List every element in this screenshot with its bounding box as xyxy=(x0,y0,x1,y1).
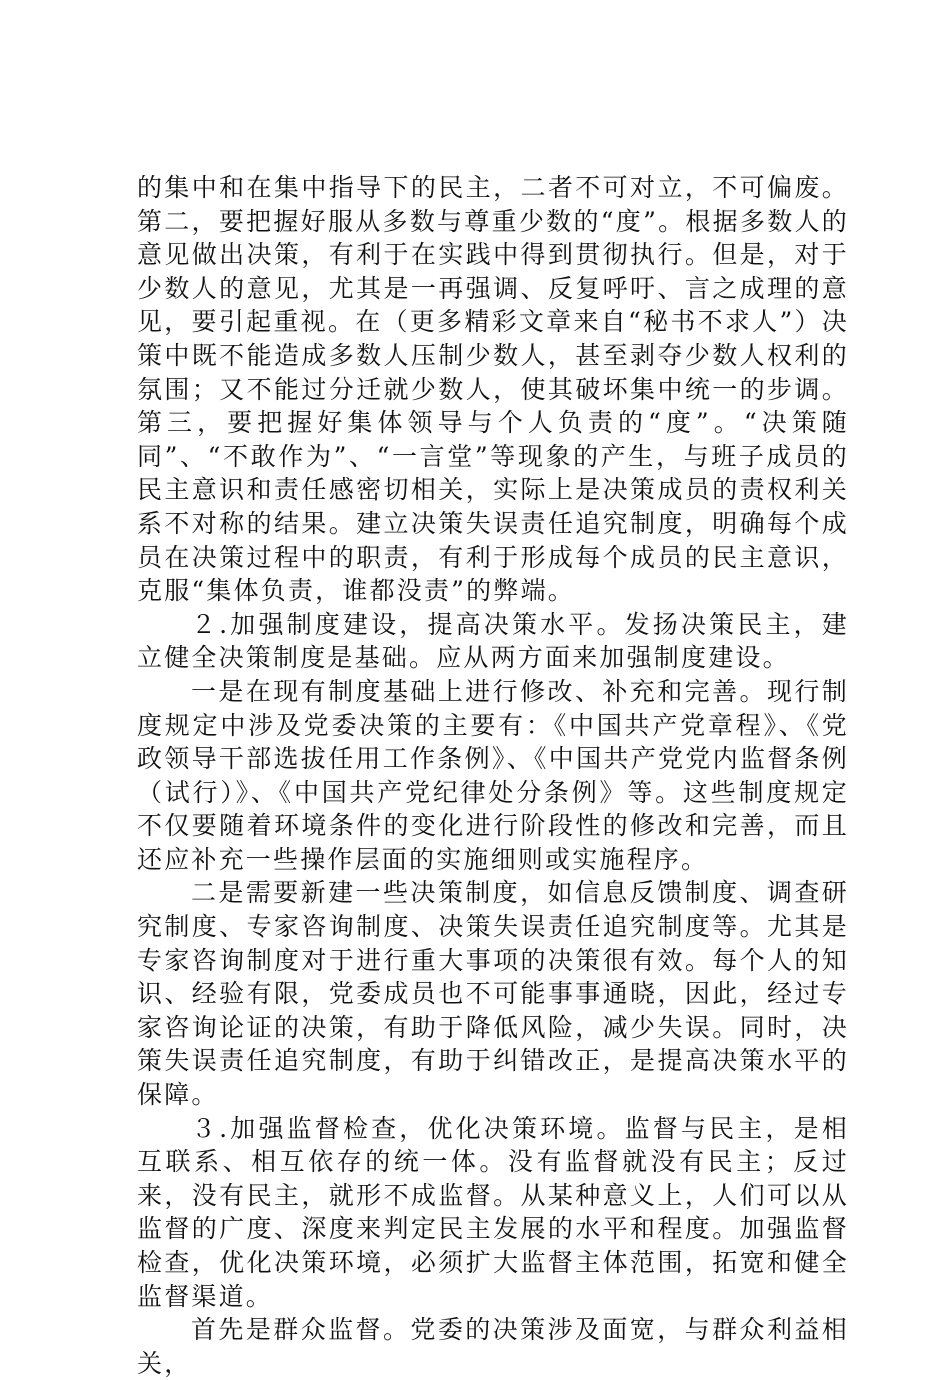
paragraph-point-two: 二是需要新建一些决策制度，如信息反馈制度、调查研究制度、专家咨询制度、决策失误责任追究制度等。尤其是专家咨询制度对于进行重大事项的决策很有效。每个人的知识、经验有限，党委成员也不可能事事通晓，因此，经过专家咨询论证的决策，有助于降低风险，减少失误。同时，决策失误责任追究制度，有助于纠错改正，是提高决策水平的保障。 xyxy=(137,878,849,1110)
paragraph-point-one: 一是在现有制度基础上进行修改、补充和完善。现行制度规定中涉及党委决策的主要有：《中国共产党章程》、《党政领导干部选拔任用工作条例》、《中国共产党党内监督条例（试行）》、《中国共产党纪律处分条例》等。这些制度规定不仅要随着环境条件的变化进行阶段性的修改和完善，而且还应补充一些操作层面的实施细则或实施程序。 xyxy=(137,676,849,874)
paragraph-section-3-heading: ３.加强监督检查，优化决策环境。监督与民主，是相互联系、相互依存的统一体。没有监督就没有民主；反过来，没有民主，就形不成监督。从某种意义上，人们可以从监督的广度、深度来判定民主发展的水平和程度。加强监督检查，优化决策环境，必须扩大监督主体范围，拓宽和健全监督渠道。 xyxy=(137,1113,849,1311)
document-body xyxy=(137,171,849,1380)
paragraph-continuation: 的集中和在集中指导下的民主，二者不可对立，不可偏废。第二，要把握好服从多数与尊重少数的“度”。根据多数人的意见做出决策，有利于在实践中得到贯彻执行。但是，对于少数人的意见，尤其是一再强调、反复呼吁、言之成理的意见，要引起重视。在（更多精彩文章来自“秘书不求人”）决策中既不能造成多数人压制少数人，甚至剥夺少数人权利的氛围；又不能过分迁就少数人，使其破坏集中统一的步调。第三，要把握好集体领导与个人负责的“度”。“决策随同”、“不敢作为”、“一言堂”等现象的产生，与班子成员的民主意识和责任感密切相关，实际上是决策成员的责权利关系不对称的结果。建立决策失误责任追究制度，明确每个成员在决策过程中的职责，有利于形成每个成员的民主意识，克服“集体负责，谁都没责”的弊端。 xyxy=(137,173,849,606)
paragraph-section-2-heading: ２.加强制度建设，提高决策水平。发扬决策民主，建立健全决策制度是基础。应从两方面来加强制度建设。 xyxy=(137,609,849,673)
paragraph-mass-supervision: 首先是群众监督。党委的决策涉及面宽，与群众利益相关， xyxy=(137,1315,849,1378)
